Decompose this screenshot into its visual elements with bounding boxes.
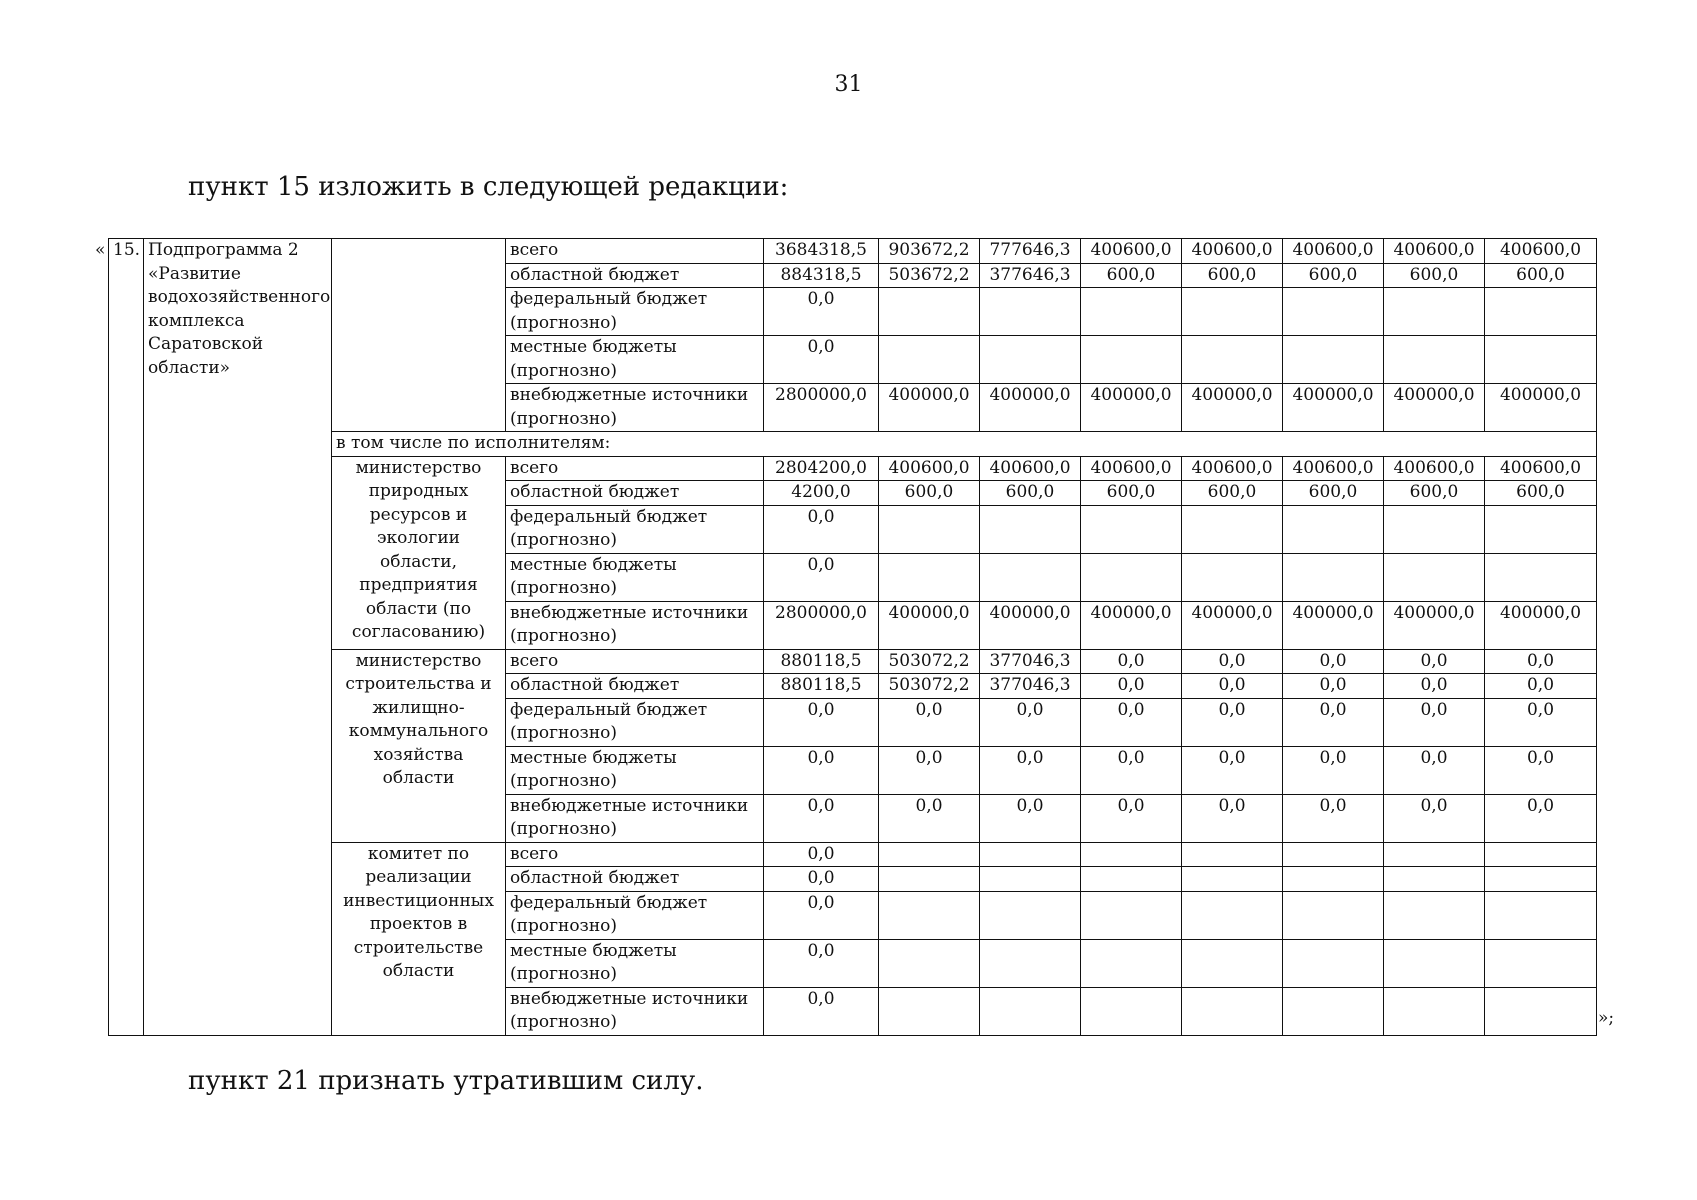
year-value-cell: 0,0 — [1081, 794, 1182, 842]
year-value-cell — [1485, 553, 1597, 601]
row-label-vnebyudzhetnye: внебюджетные источники (прогнозно) — [506, 384, 764, 432]
year-value-cell — [1182, 891, 1283, 939]
year-value-cell — [980, 867, 1081, 892]
executor-name: министерство природных ресурсов и экологии области, предприятия области (по согласованию) — [332, 456, 506, 649]
row-label-mestnye: местные бюджеты (прогнозно) — [506, 336, 764, 384]
year-value-cell: 400000,0 — [1485, 601, 1597, 649]
year-value-cell — [1283, 891, 1384, 939]
year-value-cell: 400600,0 — [1283, 239, 1384, 264]
row-label-mestnye: местные бюджеты (прогнозно) — [506, 746, 764, 794]
year-value-cell — [980, 288, 1081, 336]
row-label-vsego: всего — [506, 456, 764, 481]
year-value-cell: 0,0 — [1384, 698, 1485, 746]
year-value-cell — [1182, 553, 1283, 601]
year-value-cell — [1485, 288, 1597, 336]
year-value-cell — [1182, 288, 1283, 336]
year-value-cell: 0,0 — [1182, 649, 1283, 674]
total-value-cell: 880118,5 — [764, 674, 879, 699]
total-value-cell: 0,0 — [764, 987, 879, 1035]
year-value-cell — [1485, 939, 1597, 987]
year-value-cell: 0,0 — [879, 794, 980, 842]
year-value-cell — [1283, 867, 1384, 892]
year-value-cell: 600,0 — [980, 481, 1081, 506]
year-value-cell: 400000,0 — [1283, 601, 1384, 649]
year-value-cell: 600,0 — [1384, 263, 1485, 288]
year-value-cell: 0,0 — [1182, 698, 1283, 746]
row-label-oblastnoy: областной бюджет — [506, 481, 764, 506]
page-number: 31 — [834, 72, 863, 97]
row-label-federalny: федеральный бюджет (прогнозно) — [506, 288, 764, 336]
year-value-cell — [1081, 987, 1182, 1035]
year-value-cell: 0,0 — [1384, 674, 1485, 699]
year-value-cell: 400000,0 — [1384, 601, 1485, 649]
year-value-cell: 400000,0 — [980, 384, 1081, 432]
year-value-cell — [1182, 842, 1283, 867]
year-value-cell — [1384, 867, 1485, 892]
year-value-cell — [1485, 842, 1597, 867]
year-value-cell — [980, 891, 1081, 939]
year-value-cell: 0,0 — [980, 794, 1081, 842]
year-value-cell — [980, 987, 1081, 1035]
row-label-vnebyudzhetnye: внебюджетные источники (прогнозно) — [506, 601, 764, 649]
year-value-cell — [879, 891, 980, 939]
year-value-cell: 600,0 — [1485, 481, 1597, 506]
year-value-cell — [1485, 891, 1597, 939]
year-value-cell: 377646,3 — [980, 263, 1081, 288]
total-value-cell: 0,0 — [764, 288, 879, 336]
year-value-cell — [1384, 891, 1485, 939]
year-value-cell — [1384, 336, 1485, 384]
row-label-mestnye: местные бюджеты (прогнозно) — [506, 553, 764, 601]
year-value-cell — [879, 553, 980, 601]
row-label-vnebyudzhetnye: внебюджетные источники (прогнозно) — [506, 987, 764, 1035]
year-value-cell: 0,0 — [1283, 698, 1384, 746]
year-value-cell: 600,0 — [1283, 481, 1384, 506]
year-value-cell: 0,0 — [1384, 746, 1485, 794]
row-label-vnebyudzhetnye: внебюджетные источники (прогнозно) — [506, 794, 764, 842]
year-value-cell: 400600,0 — [1283, 456, 1384, 481]
year-value-cell: 400600,0 — [1081, 456, 1182, 481]
funding-table — [108, 238, 1597, 1036]
total-value-cell: 0,0 — [764, 939, 879, 987]
year-value-cell: 400000,0 — [1182, 384, 1283, 432]
year-value-cell — [1283, 842, 1384, 867]
total-value-cell: 884318,5 — [764, 263, 879, 288]
year-value-cell: 600,0 — [1081, 263, 1182, 288]
year-value-cell — [1081, 842, 1182, 867]
total-value-cell: 3684318,5 — [764, 239, 879, 264]
year-value-cell: 0,0 — [1485, 746, 1597, 794]
year-value-cell — [1081, 505, 1182, 553]
year-value-cell — [980, 842, 1081, 867]
year-value-cell — [1283, 553, 1384, 601]
total-value-cell: 880118,5 — [764, 649, 879, 674]
year-value-cell: 600,0 — [1182, 263, 1283, 288]
year-value-cell: 400000,0 — [1283, 384, 1384, 432]
year-value-cell: 400600,0 — [1182, 239, 1283, 264]
year-value-cell — [1485, 987, 1597, 1035]
total-value-cell: 0,0 — [764, 842, 879, 867]
executor-3-row-vsego — [109, 842, 1597, 867]
year-value-cell: 600,0 — [879, 481, 980, 506]
total-value-cell: 0,0 — [764, 553, 879, 601]
year-value-cell — [1384, 987, 1485, 1035]
row-label-oblastnoy: областной бюджет — [506, 263, 764, 288]
total-value-cell: 0,0 — [764, 867, 879, 892]
year-value-cell: 400600,0 — [1384, 456, 1485, 481]
year-value-cell — [879, 505, 980, 553]
year-value-cell — [1283, 336, 1384, 384]
row-label-vsego: всего — [506, 842, 764, 867]
year-value-cell: 400600,0 — [1182, 456, 1283, 481]
year-value-cell: 377046,3 — [980, 649, 1081, 674]
year-value-cell: 0,0 — [1485, 698, 1597, 746]
year-value-cell — [1283, 505, 1384, 553]
year-value-cell: 400600,0 — [1081, 239, 1182, 264]
row-label-vsego: всего — [506, 239, 764, 264]
year-value-cell — [879, 939, 980, 987]
year-value-cell — [1283, 987, 1384, 1035]
executor-name: комитет по реализации инвестиционных проектов в строительстве области — [332, 842, 506, 1035]
year-value-cell: 503072,2 — [879, 649, 980, 674]
year-value-cell — [1384, 505, 1485, 553]
row-label-federalny: федеральный бюджет (прогнозно) — [506, 891, 764, 939]
year-value-cell: 0,0 — [1081, 649, 1182, 674]
year-value-cell: 0,0 — [1081, 674, 1182, 699]
year-value-cell — [1384, 553, 1485, 601]
year-value-cell: 400000,0 — [1485, 384, 1597, 432]
year-value-cell — [1182, 939, 1283, 987]
year-value-cell: 600,0 — [1081, 481, 1182, 506]
year-value-cell — [1081, 553, 1182, 601]
year-value-cell — [879, 288, 980, 336]
year-value-cell: 0,0 — [1081, 698, 1182, 746]
year-value-cell — [1384, 842, 1485, 867]
year-value-cell — [879, 987, 980, 1035]
year-value-cell: 0,0 — [1283, 794, 1384, 842]
total-value-cell: 2800000,0 — [764, 384, 879, 432]
year-value-cell — [1182, 987, 1283, 1035]
year-value-cell: 0,0 — [1485, 794, 1597, 842]
year-value-cell: 0,0 — [1485, 674, 1597, 699]
item-number: 15. — [109, 239, 144, 1036]
year-value-cell — [1182, 867, 1283, 892]
year-value-cell: 600,0 — [1485, 263, 1597, 288]
year-value-cell: 0,0 — [1384, 649, 1485, 674]
year-value-cell — [980, 336, 1081, 384]
year-value-cell: 400600,0 — [1485, 456, 1597, 481]
year-value-cell: 777646,3 — [980, 239, 1081, 264]
total-value-cell: 0,0 — [764, 698, 879, 746]
year-value-cell — [1182, 505, 1283, 553]
year-value-cell — [980, 553, 1081, 601]
year-value-cell: 0,0 — [980, 698, 1081, 746]
year-value-cell: 400000,0 — [1081, 384, 1182, 432]
year-value-cell: 0,0 — [1485, 649, 1597, 674]
intro-text: пункт 15 изложить в следующей редакции: — [188, 172, 789, 202]
row-label-federalny: федеральный бюджет (прогнозно) — [506, 505, 764, 553]
year-value-cell — [1384, 288, 1485, 336]
year-value-cell — [1283, 939, 1384, 987]
year-value-cell — [1081, 867, 1182, 892]
main-row-vsego — [109, 239, 1597, 264]
total-value-cell: 0,0 — [764, 505, 879, 553]
total-value-cell: 0,0 — [764, 794, 879, 842]
year-value-cell: 503672,2 — [879, 263, 980, 288]
year-value-cell — [1485, 505, 1597, 553]
total-value-cell: 4200,0 — [764, 481, 879, 506]
total-value-cell: 0,0 — [764, 336, 879, 384]
year-value-cell: 400000,0 — [1081, 601, 1182, 649]
executors-header-row — [109, 432, 1597, 457]
executor-2-row-vsego — [109, 649, 1597, 674]
year-value-cell — [980, 939, 1081, 987]
item-title: Подпрограмма 2 «Развитие водохозяйственного комплекса Саратовской области» — [144, 239, 332, 1036]
year-value-cell: 903672,2 — [879, 239, 980, 264]
row-label-mestnye: местные бюджеты (прогнозно) — [506, 939, 764, 987]
row-label-federalny: федеральный бюджет (прогнозно) — [506, 698, 764, 746]
year-value-cell: 400000,0 — [879, 384, 980, 432]
total-value-cell: 2804200,0 — [764, 456, 879, 481]
close-quote: »; — [1598, 1008, 1615, 1028]
year-value-cell: 600,0 — [1384, 481, 1485, 506]
year-value-cell — [1485, 336, 1597, 384]
year-value-cell — [1485, 867, 1597, 892]
year-value-cell: 400000,0 — [879, 601, 980, 649]
year-value-cell — [879, 867, 980, 892]
executor-name: министерство строительства и жилищно-коммунального хозяйства области — [332, 649, 506, 842]
executor-1-row-vsego — [109, 456, 1597, 481]
year-value-cell: 503072,2 — [879, 674, 980, 699]
total-value-cell: 2800000,0 — [764, 601, 879, 649]
year-value-cell — [1081, 891, 1182, 939]
year-value-cell: 400600,0 — [1384, 239, 1485, 264]
row-label-oblastnoy: областной бюджет — [506, 867, 764, 892]
year-value-cell: 377046,3 — [980, 674, 1081, 699]
year-value-cell: 0,0 — [980, 746, 1081, 794]
year-value-cell — [879, 336, 980, 384]
year-value-cell: 400600,0 — [1485, 239, 1597, 264]
year-value-cell — [1283, 288, 1384, 336]
year-value-cell — [1081, 288, 1182, 336]
row-label-vsego: всего — [506, 649, 764, 674]
year-value-cell: 0,0 — [1384, 794, 1485, 842]
year-value-cell — [1182, 336, 1283, 384]
year-value-cell: 0,0 — [879, 698, 980, 746]
year-value-cell: 400000,0 — [980, 601, 1081, 649]
total-value-cell: 0,0 — [764, 891, 879, 939]
year-value-cell: 400600,0 — [879, 456, 980, 481]
open-quote: « — [95, 240, 106, 260]
year-value-cell: 600,0 — [1283, 263, 1384, 288]
year-value-cell — [879, 842, 980, 867]
year-value-cell: 0,0 — [1283, 674, 1384, 699]
year-value-cell: 600,0 — [1182, 481, 1283, 506]
executors-header: в том числе по исполнителям: — [332, 432, 1597, 457]
year-value-cell: 0,0 — [1182, 746, 1283, 794]
year-value-cell — [980, 505, 1081, 553]
year-value-cell — [1384, 939, 1485, 987]
year-value-cell: 0,0 — [1283, 746, 1384, 794]
row-label-oblastnoy: областной бюджет — [506, 674, 764, 699]
outro-text: пункт 21 признать утратившим силу. — [188, 1066, 704, 1096]
total-value-cell: 0,0 — [764, 746, 879, 794]
year-value-cell: 400000,0 — [1384, 384, 1485, 432]
year-value-cell: 0,0 — [1283, 649, 1384, 674]
year-value-cell: 0,0 — [1182, 674, 1283, 699]
year-value-cell: 400600,0 — [980, 456, 1081, 481]
year-value-cell — [1081, 939, 1182, 987]
year-value-cell — [1081, 336, 1182, 384]
executor-empty — [332, 239, 506, 432]
year-value-cell: 0,0 — [1081, 746, 1182, 794]
year-value-cell: 400000,0 — [1182, 601, 1283, 649]
year-value-cell: 0,0 — [879, 746, 980, 794]
year-value-cell: 0,0 — [1182, 794, 1283, 842]
